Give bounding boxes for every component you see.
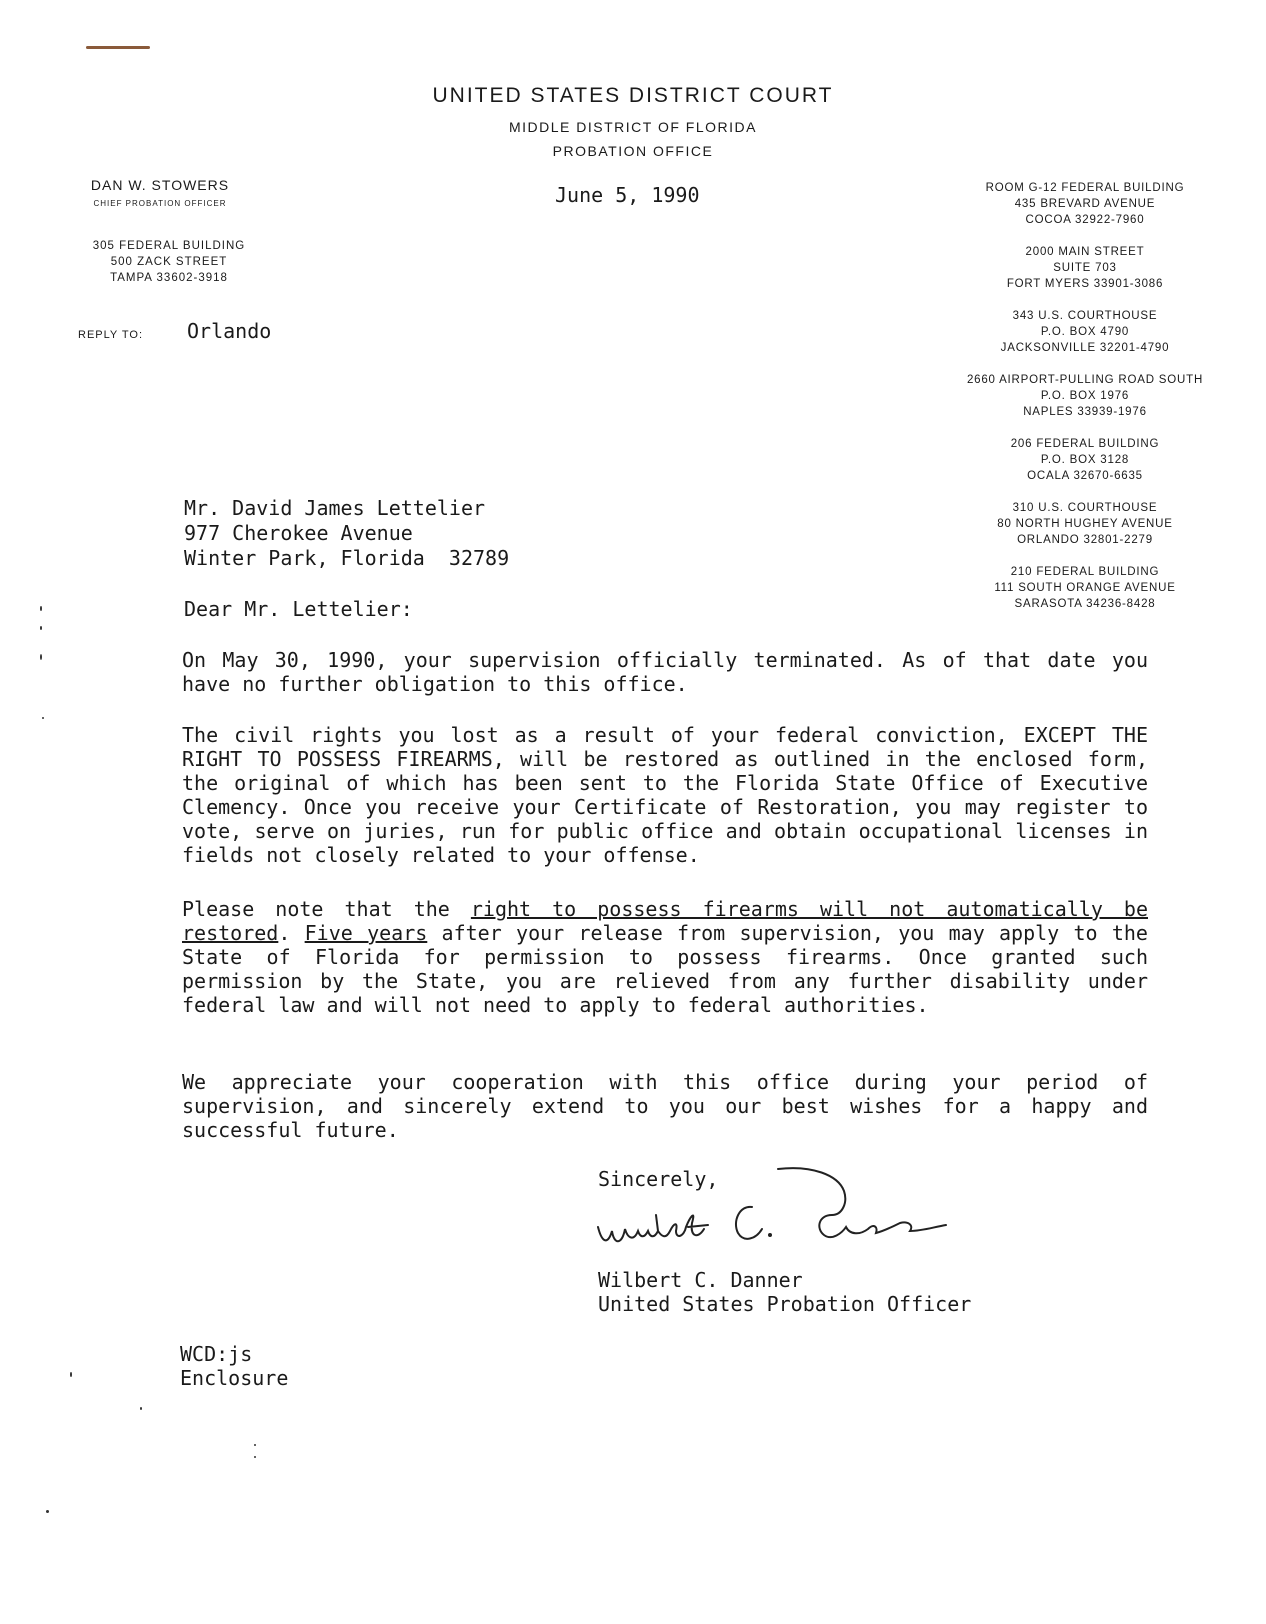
- firearms-underlined-notice: right to possess firearms will not automatically be restored: [182, 897, 1148, 945]
- recipient-city: Winter Park, Florida 32789: [184, 546, 510, 570]
- signer-title: United States Probation Officer: [598, 1292, 972, 1316]
- reference-initials: WCD:js: [180, 1342, 253, 1366]
- address-line: COCOA 32922-7960: [1025, 214, 1145, 226]
- firearms-text: Please note that the: [182, 897, 471, 921]
- scan-mark: [86, 46, 150, 49]
- paragraph-termination: On May 30, 1990, your supervision officially terminated. As of that date you have no further obligation to this office.: [182, 648, 1148, 696]
- signer-name: Wilbert C. Danner: [598, 1268, 803, 1292]
- five-years-underlined: Five years: [304, 921, 428, 945]
- paragraph-appreciation: We appreciate your cooperation with this office during your period of supervision, and sincerely extend to you our best wishes for a happy and successful future.: [182, 1070, 1148, 1142]
- paragraph-firearms: [182, 897, 1148, 1017]
- address-line: 206 FEDERAL BUILDING: [1010, 438, 1160, 450]
- reply-to-value: Orlando: [187, 319, 272, 343]
- firearms-text: after your release from supervision, you may apply to the State of Florida for permission to possess firearms. Once granted such permission by the State, you are relieved from any further disability under federal law and will not need to apply to federal authorities.: [182, 921, 1148, 1017]
- address-line: OCALA 32670-6635: [1027, 470, 1143, 482]
- office-addresses: [935, 180, 1235, 628]
- address-line: 210 FEDERAL BUILDING: [1010, 566, 1160, 578]
- address-line: SARASOTA 34236-8428: [1014, 598, 1156, 610]
- office-name: PROBATION OFFICE: [552, 143, 714, 159]
- office-address-jacksonville: [935, 308, 1235, 356]
- address-line: P.O. BOX 4790: [1040, 326, 1130, 338]
- chief-officer-name: DAN W. STOWERS: [90, 177, 230, 193]
- letter-date: June 5, 1990: [555, 183, 700, 207]
- address-line: SUITE 703: [1053, 262, 1117, 274]
- scan-speck: [42, 717, 44, 719]
- address-line: 500 ZACK STREET: [110, 256, 228, 268]
- tampa-address: [60, 238, 278, 286]
- address-line: P.O. BOX 1976: [1040, 390, 1130, 402]
- office-address-fort-myers: [935, 244, 1235, 292]
- address-line: 2660 AIRPORT-PULLING ROAD SOUTH: [966, 374, 1204, 386]
- scan-speck: [254, 1456, 256, 1458]
- paragraph-civil-rights: The civil rights you lost as a result of your federal conviction, EXCEPT THE RIGHT TO POSSESS FIREARMS, will be restored as outlined in the enclosed form, the original of which has been sent to the Florida State Office of Executive Clemency. Once you receive your Certificate of Restoration, you may register to vote, serve on juries, run for public office and obtain occupational licenses in fields not closely related to your offense.: [182, 723, 1148, 867]
- recipient-name: Mr. David James Lettelier: [184, 496, 486, 520]
- court-name: UNITED STATES DISTRICT COURT: [432, 84, 834, 107]
- address-line: JACKSONVILLE 32201-4790: [1000, 342, 1170, 354]
- office-address-sarasota: [935, 564, 1235, 612]
- scan-speck: [140, 1407, 142, 1410]
- scan-speck: [40, 654, 42, 660]
- address-line: P.O. BOX 3128: [1040, 454, 1130, 466]
- office-address-ocala: [935, 436, 1235, 484]
- reply-to-label: REPLY TO:: [78, 329, 144, 341]
- chief-officer-title: CHIEF PROBATION OFFICER: [93, 199, 227, 208]
- address-line: NAPLES 33939-1976: [1023, 406, 1147, 418]
- enclosure-note: Enclosure: [180, 1366, 289, 1390]
- scan-speck: [40, 606, 42, 611]
- office-address-cocoa: [935, 180, 1235, 228]
- address-line: 435 BREVARD AVENUE: [1014, 198, 1156, 210]
- scan-speck: [254, 1444, 256, 1446]
- address-line: 80 NORTH HUGHEY AVENUE: [997, 518, 1173, 530]
- scan-speck: [46, 1510, 49, 1513]
- address-line: ROOM G-12 FEDERAL BUILDING: [985, 182, 1185, 194]
- office-address-naples: [935, 372, 1235, 420]
- recipient-street: 977 Cherokee Avenue: [184, 521, 413, 545]
- reference-block: [180, 1342, 288, 1390]
- firearms-text: .: [278, 921, 305, 945]
- chief-officer-block: [60, 177, 260, 208]
- recipient-address: [184, 496, 509, 571]
- signer-block: [598, 1268, 971, 1316]
- district-name: MIDDLE DISTRICT OF FLORIDA: [509, 119, 757, 135]
- closing: Sincerely,: [598, 1167, 719, 1191]
- office-address-orlando: [935, 500, 1235, 548]
- scan-speck: [70, 1372, 72, 1377]
- scan-speck: [40, 626, 42, 630]
- handwritten-signature: [592, 1165, 992, 1265]
- address-line: 2000 MAIN STREET: [1025, 246, 1145, 258]
- salutation: Dear Mr. Lettelier:: [184, 597, 413, 621]
- address-line: TAMPA 33602-3918: [110, 272, 228, 284]
- address-line: 111 SOUTH ORANGE AVENUE: [994, 582, 1176, 594]
- address-line: 305 FEDERAL BUILDING: [92, 240, 246, 252]
- address-line: 343 U.S. COURTHOUSE: [1012, 310, 1158, 322]
- address-line: FORT MYERS 33901-3086: [1006, 278, 1164, 290]
- address-line: 310 U.S. COURTHOUSE: [1012, 502, 1158, 514]
- address-line: ORLANDO 32801-2279: [1017, 534, 1153, 546]
